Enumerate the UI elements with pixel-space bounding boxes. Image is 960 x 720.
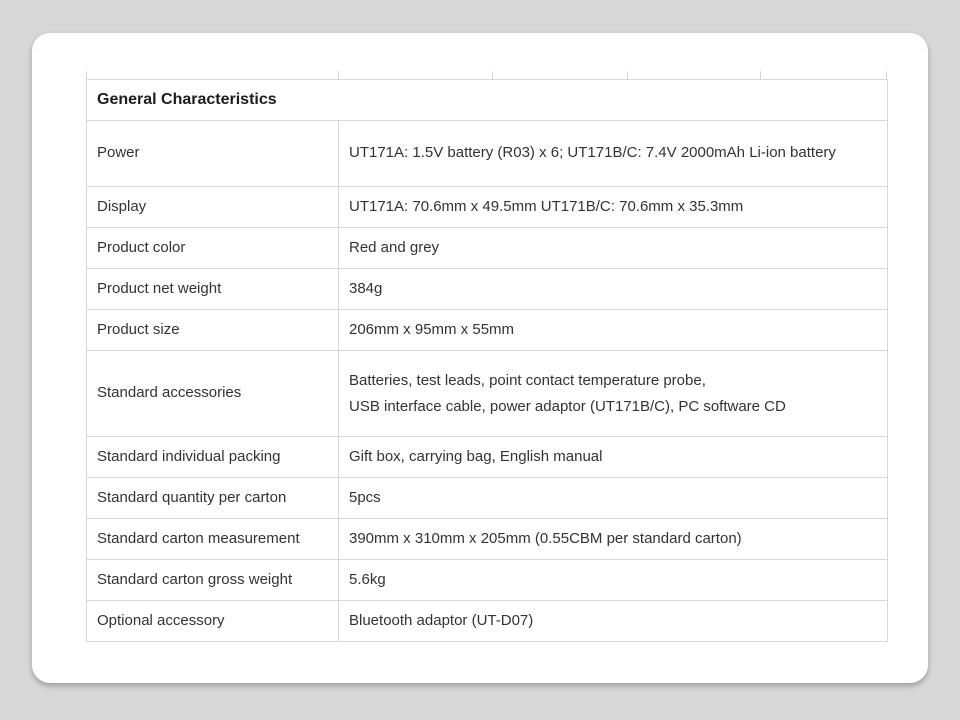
row-value: Red and grey [339, 228, 888, 269]
table-row [87, 310, 888, 351]
row-value [339, 351, 888, 437]
row-label: Display [87, 187, 339, 228]
spec-card [32, 33, 928, 683]
row-label: Standard accessories [87, 351, 339, 437]
table-row [87, 478, 888, 519]
spec-table [86, 79, 888, 642]
table-row [87, 269, 888, 310]
row-label: Product size [87, 310, 339, 351]
row-value-line: USB interface cable, power adaptor (UT171B/C), PC software CD [349, 397, 786, 415]
table-row [87, 560, 888, 601]
table-row [87, 437, 888, 478]
table-row [87, 187, 888, 228]
row-value: UT171A: 1.5V battery (R03) x 6; UT171B/C: 7.4V 2000mAh Li-ion battery [339, 121, 888, 187]
cropped-column-divider [760, 71, 761, 79]
row-label: Product color [87, 228, 339, 269]
table-row [87, 121, 888, 187]
table-row [87, 601, 888, 642]
row-value: UT171A: 70.6mm x 49.5mm UT171B/C: 70.6mm x 35.3mm [339, 187, 888, 228]
row-value: 5.6kg [339, 560, 888, 601]
cropped-column-divider [886, 71, 887, 79]
table-section-header-row [87, 80, 888, 121]
cropped-column-divider [86, 71, 87, 79]
cropped-column-divider [492, 71, 493, 79]
row-value: 206mm x 95mm x 55mm [339, 310, 888, 351]
row-label: Standard carton gross weight [87, 560, 339, 601]
table-section-header: General Characteristics [87, 80, 888, 121]
table-row [87, 519, 888, 560]
row-label: Standard individual packing [87, 437, 339, 478]
row-label: Standard quantity per carton [87, 478, 339, 519]
row-label: Optional accessory [87, 601, 339, 642]
row-value: 5pcs [339, 478, 888, 519]
row-label: Product net weight [87, 269, 339, 310]
row-value: 390mm x 310mm x 205mm (0.55CBM per standard carton) [339, 519, 888, 560]
spec-table-container [86, 79, 887, 642]
table-row [87, 228, 888, 269]
cropped-column-divider [338, 71, 339, 79]
cropped-column-divider [627, 71, 628, 79]
row-value: 384g [339, 269, 888, 310]
row-label: Power [87, 121, 339, 187]
row-value: Gift box, carrying bag, English manual [339, 437, 888, 478]
table-row [87, 351, 888, 437]
row-label: Standard carton measurement [87, 519, 339, 560]
row-value-line: Batteries, test leads, point contact temperature probe, [349, 371, 706, 389]
row-value: Bluetooth adaptor (UT-D07) [339, 601, 888, 642]
